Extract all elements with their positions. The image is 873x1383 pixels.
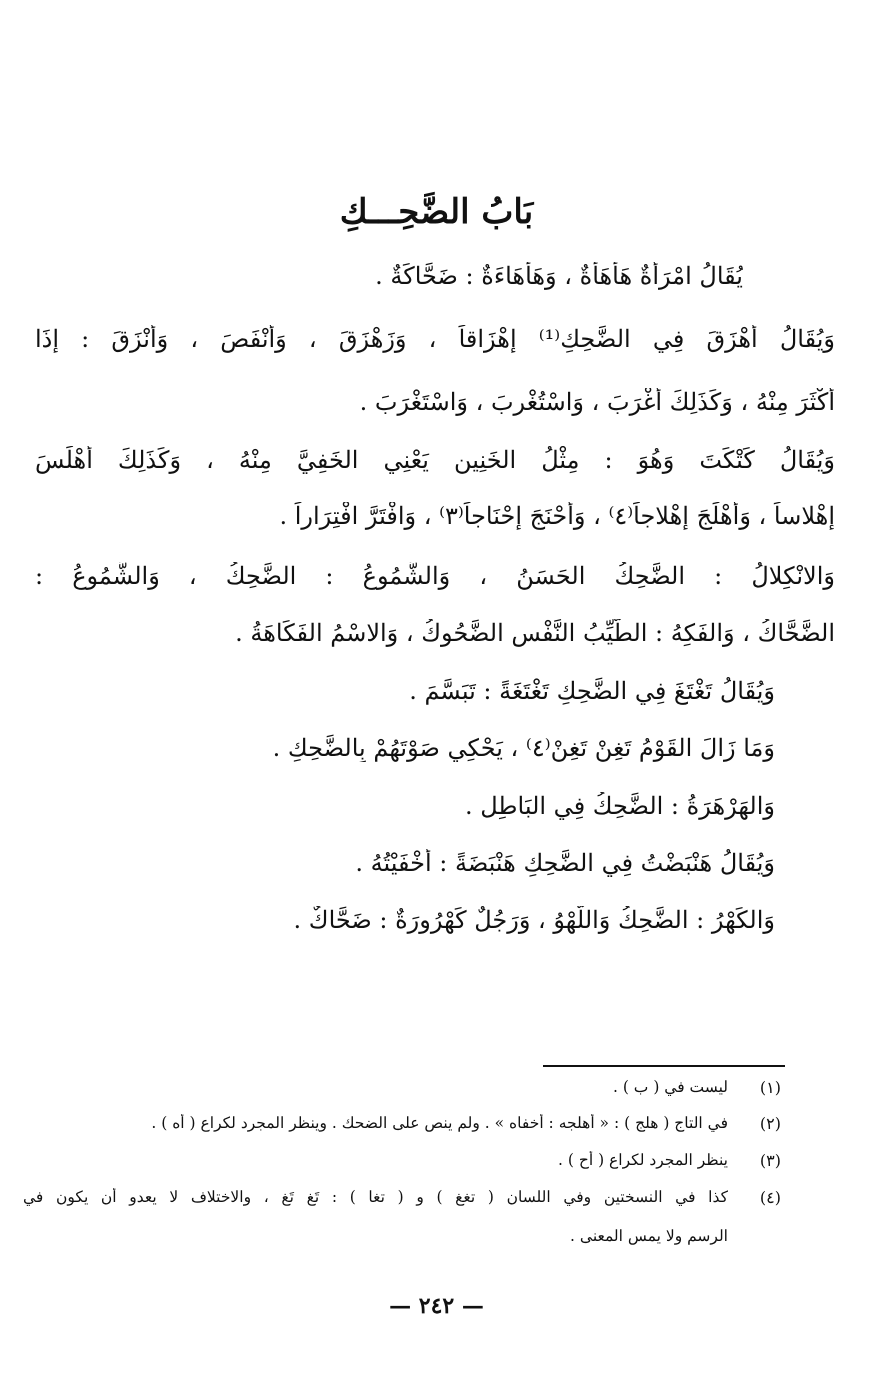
footnote-text: ليست في ( ب ) . (612, 1078, 728, 1096)
chapter-title: بَابُ الضَّحِـــكِ (339, 192, 534, 232)
footnote-number: (١) (759, 1078, 781, 1097)
footnote-number: (٤) (759, 1188, 781, 1207)
text-line: وَالكَهْرُ : الضَّحِكُ وَاللَّهْوُ ، وَرَجُلٌ كَهْرُورَةٌ : ضَحَّاكٌ . (293, 906, 775, 934)
footnote-number: (٣) (759, 1151, 781, 1170)
text-line: وَيُقَالُ تَغْتَغَ فِي الضَّحِكِ تَغْتَغَةً : تَبَسَّمَ . (409, 677, 775, 705)
text-line: وَالانْكِلالُ : الضَّحِكُ الحَسَنُ ، وَالشُّمُوعُ : الضَّحِكُ ، وَالشَّمُوعُ : (35, 562, 835, 590)
footnote-separator (543, 1065, 785, 1067)
text-line: وَالهَرْهَرَةُ : الضَّحِكُ فِي البَاطِلِ . (464, 792, 775, 820)
text-line: أَكْثَرَ مِنْهُ ، وَكَذَلِكَ أَغْرَبَ ، وَاسْتُغْرِبَ ، وَاسْتَغْرَبَ . (359, 388, 835, 416)
footnote-text: في التاج ( هلج ) : « أهلجه : أخفاه » . ولم ينص على الضحك . وينظر المجرد لكراع ( أه ) . (151, 1114, 728, 1132)
text-line: وَيُقَالُ أَهْزَقَ فِي الضَّحِكِ⁽¹⁾ إِهْزَاقاً ، وَزَهْزَقَ ، وَأَنْفَصَ ، وَأَنْزَقَ : إِذَا (35, 325, 835, 353)
footnote-text-continued: الرسم ولا يمس المعنى . (570, 1227, 728, 1245)
text-line: يُقَالُ امْرَأَةٌ هَأْهَأَةٌ ، وَهَأْهَاءَةٌ : ضَحَّاكَةٌ . (375, 262, 743, 290)
text-line: إِهْلاساً ، وَأَهْلَجَ إِهْلاجاً⁽٤⁾ ، وَأَحْنَجَ إِحْنَاجاً⁽٣⁾ ، وَافْتَرَّ افْتِرَاراً . (279, 502, 835, 530)
footnote-text: كذا في النسختين وفي اللسان ( تغغ ) و ( تغا ) : تَغٍ تَغٍ ، والاختلاف لا يعدو أن يكون في (23, 1188, 728, 1206)
text-line: وَيُقَالُ هَنْبَضْتُ فِي الضَّحِكِ هَنْبَضَةً : أَخْفَيْتُهُ . (355, 849, 775, 877)
page-number: — ٢٤٢ — (389, 1293, 484, 1319)
text-line: الضَّحَّاكُ ، وَالفَكِهُ : الطَّيِّبُ النَّفْسِ الضَّحُوكُ ، وَالاسْمُ الفَكَاهَةُ . (235, 619, 835, 647)
footnote-text: ينظر المجرد لكراع ( أح ) . (558, 1151, 728, 1169)
text-line: وَمَا زَالَ القَوْمُ تَغِنْ تَغِنْ⁽٤⁾ ، يَحْكِي صَوْتَهُمْ بِالضَّحِكِ . (272, 734, 775, 762)
footnote-number: (٢) (759, 1114, 781, 1133)
text-line: وَيُقَالُ كَتْكَتَ وَهُوَ : مِثْلُ الخَنِينِ يَعْنِي الخَفِيَّ مِنْهُ ، وَكَذَلِكَ أَهْلَسَ (35, 446, 835, 474)
